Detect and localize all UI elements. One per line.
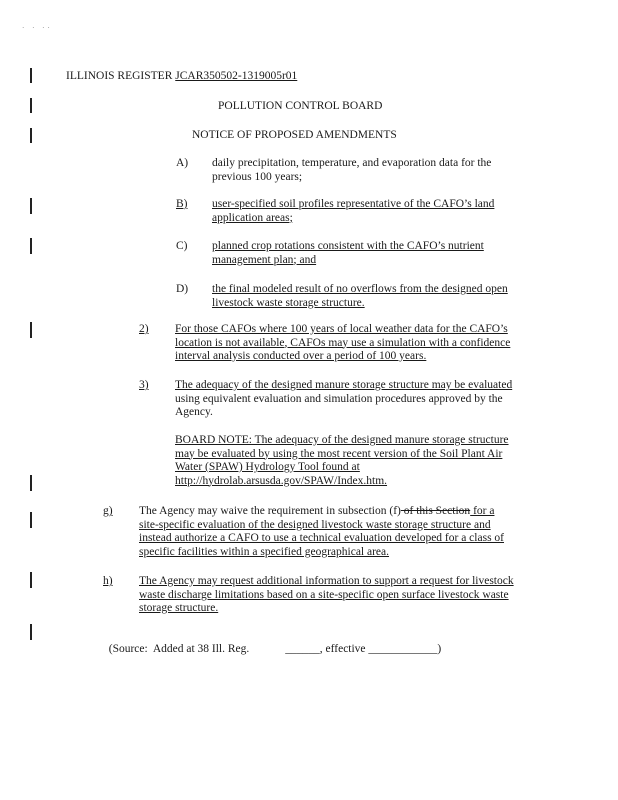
paragraph-line: For those CAFOs where 100 years of local weather data for the CAFO’s bbox=[175, 323, 508, 335]
source-text: (Source: Added at 38 Ill. Reg. bbox=[108, 642, 250, 655]
subsection-line: instead authorize a CAFO to use a technical evaluation developed for a class of bbox=[139, 532, 504, 544]
source-line bbox=[103, 629, 441, 656]
subsection-label: g) bbox=[103, 505, 113, 517]
list-item-line: livestock waste storage structure. bbox=[212, 296, 365, 309]
scan-marks: · · ·· bbox=[22, 24, 53, 32]
board-title: POLLUTION CONTROL BOARD bbox=[218, 100, 383, 112]
list-item-label: C) bbox=[176, 240, 188, 252]
paragraph-line: location is not available, CAFOs may use a simulation with a confidence bbox=[175, 336, 511, 349]
register-title: ILLINOIS REGISTER bbox=[66, 70, 173, 82]
subsection-line: waste discharge limitations based on a site-specific open surface livestock waste bbox=[139, 588, 509, 601]
list-item-line: the final modeled result of no overflows from the designed open bbox=[212, 283, 508, 295]
subsection-line: specific facilities within a specified geographical area. bbox=[139, 545, 390, 558]
revision-bar bbox=[30, 68, 32, 83]
revision-bar bbox=[30, 572, 32, 588]
numbered-paragraph bbox=[139, 379, 599, 420]
list-item-label: B) bbox=[176, 198, 188, 210]
subsection-line: storage structure. bbox=[139, 602, 219, 614]
revision-bar bbox=[30, 322, 32, 338]
subsection-line: The Agency may request additional information to support a request for livestock bbox=[139, 575, 514, 587]
register-doc-id: JCAR350502-1319005r01 bbox=[175, 70, 298, 82]
register-header bbox=[66, 70, 297, 84]
list-item bbox=[176, 198, 596, 225]
subsection-g bbox=[103, 505, 603, 559]
paragraph-label: 3) bbox=[139, 379, 149, 391]
list-item-line: management plan; and bbox=[212, 253, 317, 266]
paragraph-label: 2) bbox=[139, 323, 149, 335]
list-item-line: user-specified soil profiles representative of the CAFO’s land bbox=[212, 198, 495, 210]
paragraph-line: The adequacy of the designed manure storage structure may be evaluated bbox=[175, 379, 513, 391]
revision-bar bbox=[30, 128, 32, 143]
list-item-line: application areas; bbox=[212, 211, 293, 224]
board-note-line: BOARD NOTE: The adequacy of the designed manure storage structure bbox=[175, 434, 509, 446]
subsection-line: The Agency may waive the requirement in subsection (f) of this Section for a bbox=[139, 505, 495, 517]
list-item bbox=[176, 240, 596, 267]
list-item-line: planned crop rotations consistent with the CAFO’s nutrient bbox=[212, 240, 484, 252]
numbered-paragraph bbox=[139, 323, 599, 364]
list-item-line: previous 100 years; bbox=[212, 170, 303, 183]
revision-bar bbox=[30, 98, 32, 113]
board-note-link[interactable]: http://hydrolab.arsusda.gov/SPAW/Index.htm. bbox=[175, 474, 388, 487]
list-item-label: D) bbox=[176, 283, 189, 295]
board-note-line: may be evaluated by using the most recent version of the Soil Plant Air bbox=[175, 447, 503, 460]
subsection-h bbox=[103, 575, 603, 616]
paragraph-line: Agency. bbox=[175, 406, 213, 418]
paragraph-line: using equivalent evaluation and simulation procedures approved by the bbox=[175, 392, 503, 405]
revision-bar bbox=[30, 475, 32, 491]
notice-title: NOTICE OF PROPOSED AMENDMENTS bbox=[192, 129, 397, 141]
board-note-line: Water (SPAW) Hydrology Tool found at bbox=[175, 461, 360, 473]
deleted-text: of this Section bbox=[400, 505, 471, 517]
revision-bar bbox=[30, 198, 32, 214]
source-effective: ______, effective ____________) bbox=[285, 642, 442, 655]
paragraph-line: interval analysis conducted over a period of 100 years. bbox=[175, 350, 427, 362]
list-item bbox=[176, 157, 596, 184]
subsection-line: site-specific evaluation of the designed livestock waste storage structure and bbox=[139, 518, 491, 531]
board-note bbox=[175, 434, 595, 488]
list-item-label: A) bbox=[176, 157, 189, 169]
revision-bar bbox=[30, 512, 32, 528]
revision-bar bbox=[30, 238, 32, 254]
list-item-line: daily precipitation, temperature, and evaporation data for the bbox=[212, 157, 492, 169]
subsection-label: h) bbox=[103, 575, 113, 587]
list-item bbox=[176, 283, 596, 310]
revision-bar bbox=[30, 624, 32, 640]
